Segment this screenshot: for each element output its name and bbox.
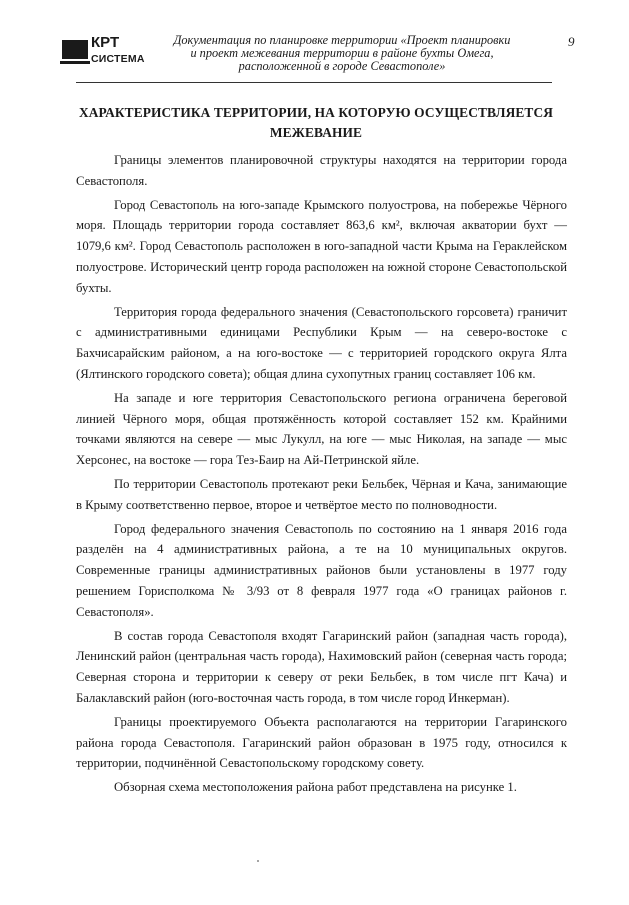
caption-line: Документация по планировке территории «Проект планировки: [173, 33, 511, 47]
page-number: 9: [568, 34, 575, 49]
paragraph: Границы элементов планировочной структуры находятся на территории города Севастополя.: [76, 153, 567, 188]
paragraph: Границы проектируемого Объекта располагаются на территории Гагаринского района города Севастополя. Гагаринский район образован в 1975 году, относился к территории, подчинённой Севастопольскому городскому совету.: [76, 714, 567, 771]
company-logo: [60, 34, 145, 70]
header-divider: [76, 82, 552, 83]
title-line: МЕЖЕВАНИЕ: [269, 125, 363, 140]
logo-line-1: КРТ: [91, 34, 120, 51]
paragraph: По территории Севастополь протекают реки Бельбек, Чёрная и Кача, занимающие в Крыму соответственно первое, второе и четвёртое место по полноводности.: [76, 476, 567, 512]
caption-line: и проект межевания территории в районе бухты Омега,: [190, 46, 494, 60]
paragraph: Город Севастополь на юго-западе Крымского полуострова, на побережье Чёрного моря. Площадь территории города составляет 863,6 км², включая акватории бухт — 1079,6 км². Город Севастополь расположен в юго-западной части Крыма на Гераклейском полуострове. Исторический центр города расположен на южной стороне Севастопольской бухты.: [76, 197, 567, 295]
logo-mark-icon: [60, 36, 90, 66]
title-line: ХАРАКТЕРИСТИКА ТЕРРИТОРИИ, НА КОТОРУЮ ОСУЩЕСТВЛЯЕТСЯ: [78, 105, 553, 120]
scan-speck: [257, 860, 259, 862]
logo-line-2: СИСТЕМА: [91, 53, 145, 65]
section-title: [70, 103, 562, 143]
logo-text: [91, 36, 145, 66]
document-caption: [152, 34, 532, 73]
paragraph: На западе и юге территория Севастопольского региона ограничена береговой линией Чёрного моря, общая протяжённость которой составляет 152 км. Крайними точками являются на севере — мыс Лукулл, на юге — мыс Николая, на западе — мыс Херсонес, на востоке — гора Тез-Баир на Ай-Петринской яйле.: [76, 390, 567, 468]
body-text: [76, 150, 567, 801]
paragraph: Город федерального значения Севастополь по состоянию на 1 января 2016 года разделён на 4 административных района, а те на 10 муниципальных округов. Современные границы административных районов были установлены в 1977 году решением Горисполкома № 3/93 от 8 февраля 1977 года «О границах районов г. Севастополя».: [76, 521, 567, 619]
page-header: [60, 30, 580, 88]
paragraph: Территория города федерального значения (Севастопольского горсовета) граничит с административными единицами Республики Крым — на северо-востоке с Бахчисарайским районом, а на юго-востоке — с территорией городского округа Ялта (Ялтинского городского совета); общая длина сухопутных границ составляет 106 км.: [76, 304, 567, 381]
caption-line: расположенной в городе Севастополе»: [238, 59, 446, 73]
paragraph: Обзорная схема местоположения района работ представлена на рисунке 1.: [114, 780, 517, 795]
paragraph: В состав города Севастополя входят Гагаринский район (западная часть города), Ленинский район (центральная часть города), Нахимовский район (северная часть города; Северная сторона и территории к северу от реки Бельбек, в том числе пгт Кача) и Балаклавский район (юго-восточная часть города, в том числе город Инкерман).: [76, 628, 567, 705]
